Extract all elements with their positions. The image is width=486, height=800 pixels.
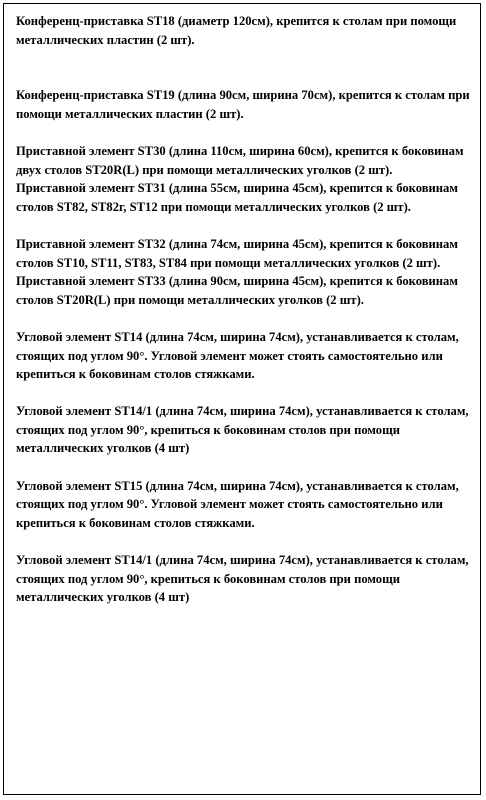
product-code: ST32 xyxy=(137,236,166,251)
product-code: ST31 xyxy=(137,181,166,196)
text-body xyxy=(16,12,474,607)
product-code: ST19 xyxy=(146,88,175,103)
paragraph-st18 xyxy=(16,12,474,49)
paragraph-st32 xyxy=(16,235,474,272)
paragraph-text: (длина 90см, ширина 45см), крепится к боковинам столов ST20R(L) при помощи металлических уголков (2 шт). xyxy=(16,274,458,307)
paragraph-text: (длина 74см, ширина 74см), устанавливается к столам, стоящих под углом 90°, крепиться к боковинам столов при помощи металлических уголков (4 шт) xyxy=(16,404,469,456)
product-code: ST33 xyxy=(137,274,166,289)
paragraph-text: (длина 110см, ширина 60см), крепится к боковинам двух столов ST20R(L) при помощи металлических уголков (2 шт). xyxy=(16,143,464,177)
paragraph-text: (длина 74см, ширина 45см), крепится к боковинам столов ST10, ST11, ST83, ST84 при помощи металлических уголков (2 шт). xyxy=(16,236,458,270)
paragraph-st14 xyxy=(16,328,474,384)
paragraph-text: (диаметр 120см), крепится к столам при помощи металлических пластин (2 шт). xyxy=(16,14,457,47)
text-box-frame xyxy=(3,3,481,795)
paragraph-prefix: Приставной элемент xyxy=(16,143,138,158)
product-code: ST15 xyxy=(114,478,143,493)
paragraph-prefix: Приставной элемент xyxy=(16,236,138,251)
paragraph-prefix: Угловой элемент xyxy=(16,404,115,419)
product-code: ST14/1 xyxy=(114,404,153,419)
paragraph-st33 xyxy=(16,272,474,309)
paragraph-prefix: Угловой элемент xyxy=(16,478,115,493)
paragraph-st14-1 xyxy=(16,402,474,458)
paragraph-prefix: Угловой элемент xyxy=(16,329,115,344)
paragraph-st14-1-repeat xyxy=(16,551,474,607)
product-code: ST14 xyxy=(114,329,143,344)
paragraph-prefix: Приставной элемент xyxy=(16,274,138,289)
paragraph-st15 xyxy=(16,477,474,533)
paragraph-text: (длина 55см, ширина 45см), крепится к боковинам столов ST82, ST82г, ST12 при помощи металлических уголков (2 шт). xyxy=(16,181,458,214)
product-code: ST30 xyxy=(137,143,166,158)
paragraph-text: (длина 74см, ширина 74см), устанавливается к столам, стоящих под углом 90°. Угловой элемент может стоять самостоятельно или крепиться к боковинам столов стяжками. xyxy=(16,329,459,382)
paragraph-prefix: Угловой элемент xyxy=(16,553,115,568)
product-code: ST14/1 xyxy=(114,553,153,568)
paragraph-text: (длина 74см, ширина 74см), устанавливается к столам, стоящих под углом 90°. Угловой элемент может стоять самостоятельно или крепиться к боковинам столов стяжками. xyxy=(16,478,459,530)
paragraph-text: (длина 74см, ширина 74см), устанавливается к столам, стоящих под углом 90°, крепиться к боковинам столов при помощи металлических уголков (4 шт) xyxy=(16,553,469,605)
paragraph-st30 xyxy=(16,142,474,179)
paragraph-st19 xyxy=(16,86,474,123)
product-code: ST18 xyxy=(146,14,175,28)
paragraph-text: (длина 90см, ширина 70см), крепится к столам при помощи металлических пластин (2 шт). xyxy=(16,88,470,121)
paragraph-prefix: Конференц-приставка xyxy=(16,14,147,28)
paragraph-prefix: Приставной элемент xyxy=(16,181,138,196)
paragraph-prefix: Конференц-приставка xyxy=(16,88,147,103)
paragraph-st31 xyxy=(16,179,474,216)
